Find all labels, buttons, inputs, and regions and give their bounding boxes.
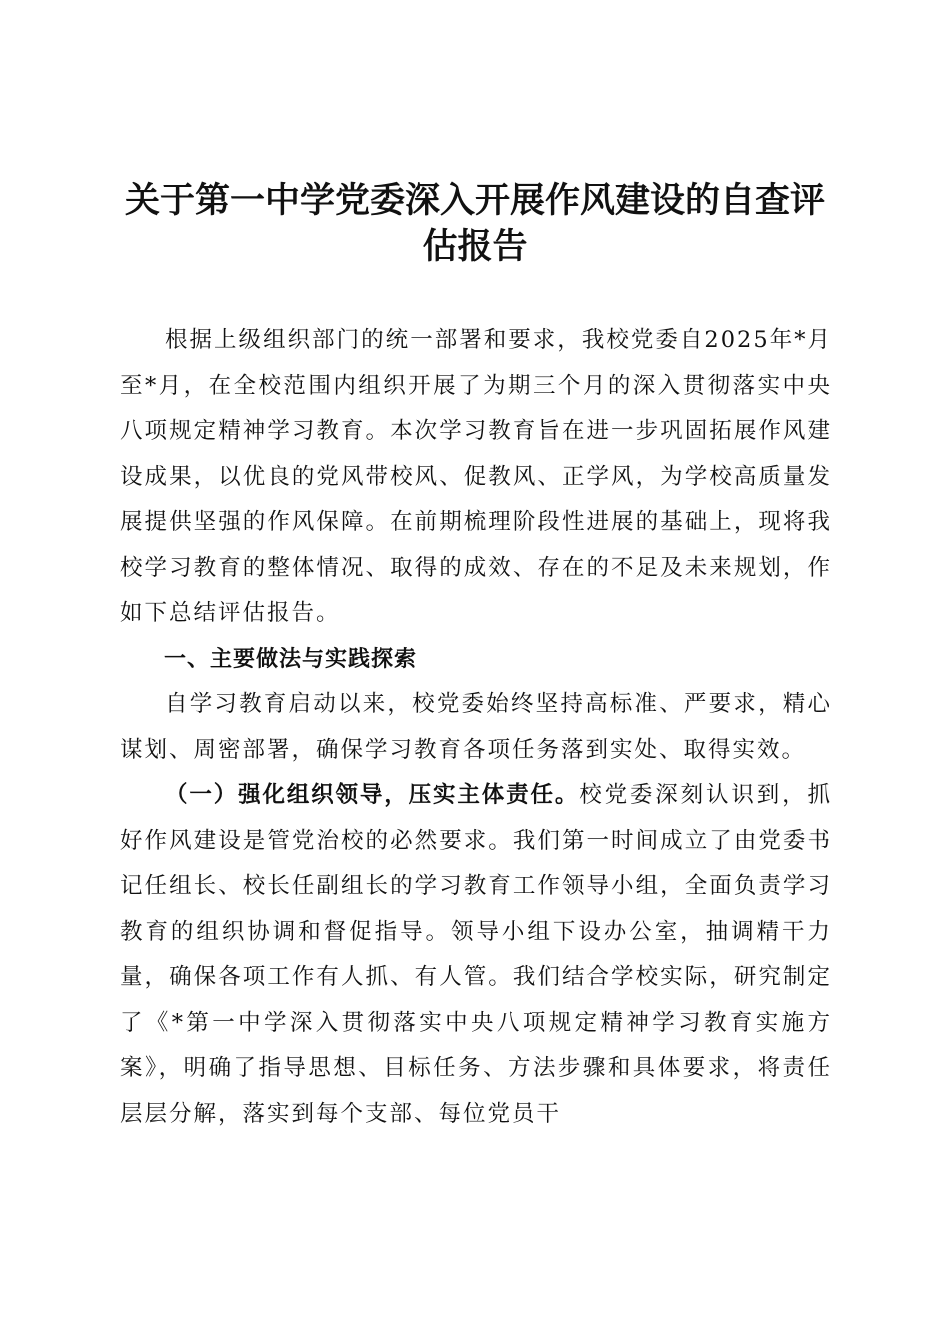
section-intro-paragraph: 自学习教育启动以来，校党委始终坚持高标准、严要求，精心谋划、周密部署，确保学习教育各项任务落到实处、取得实效。 xyxy=(120,691,832,763)
subsection-lead: （一）强化组织领导，压实主体责任。 xyxy=(165,782,580,808)
document-body xyxy=(120,318,832,1137)
intro-paragraph: 根据上级组织部门的统一部署和要求，我校党委自2025年*月至*月，在全校范围内组织开展了为期三个月的深入贯彻落实中央八项规定精神学习教育。本次学习教育旨在进一步巩固拓展作风建设成果，以优良的党风带校风、促教风、正学风，为学校高质量发展提供坚强的作风保障。在前期梳理阶段性进展的基础上，现将我校学习教育的整体情况、取得的成效、存在的不足及未来规划，作如下总结评估报告。 xyxy=(120,327,832,626)
subsection-body: 校党委深刻认识到，抓好作风建设是管党治校的必然要求。我们第一时间成立了由党委书记任组长、校长任副组长的学习教育工作领导小组，全面负责学习教育的组织协调和督促指导。领导小组下设办公室，抽调精干力量，确保各项工作有人抓、有人管。我们结合学校实际，研究制定了《*第一中学深入贯彻落实中央八项规定精神学习教育实施方案》，明确了指导思想、目标任务、方法步骤和具体要求，将责任层层分解，落实到每个支部、每位党员干 xyxy=(120,782,832,1127)
document-title xyxy=(110,178,840,270)
title-line-1: 关于第一中学党委深入开展作风建设的自查评 xyxy=(124,180,825,221)
subsection-paragraph xyxy=(120,773,832,1137)
section-heading: 一、主要做法与实践探索 xyxy=(164,646,418,672)
title-line-2: 估报告 xyxy=(422,226,528,267)
